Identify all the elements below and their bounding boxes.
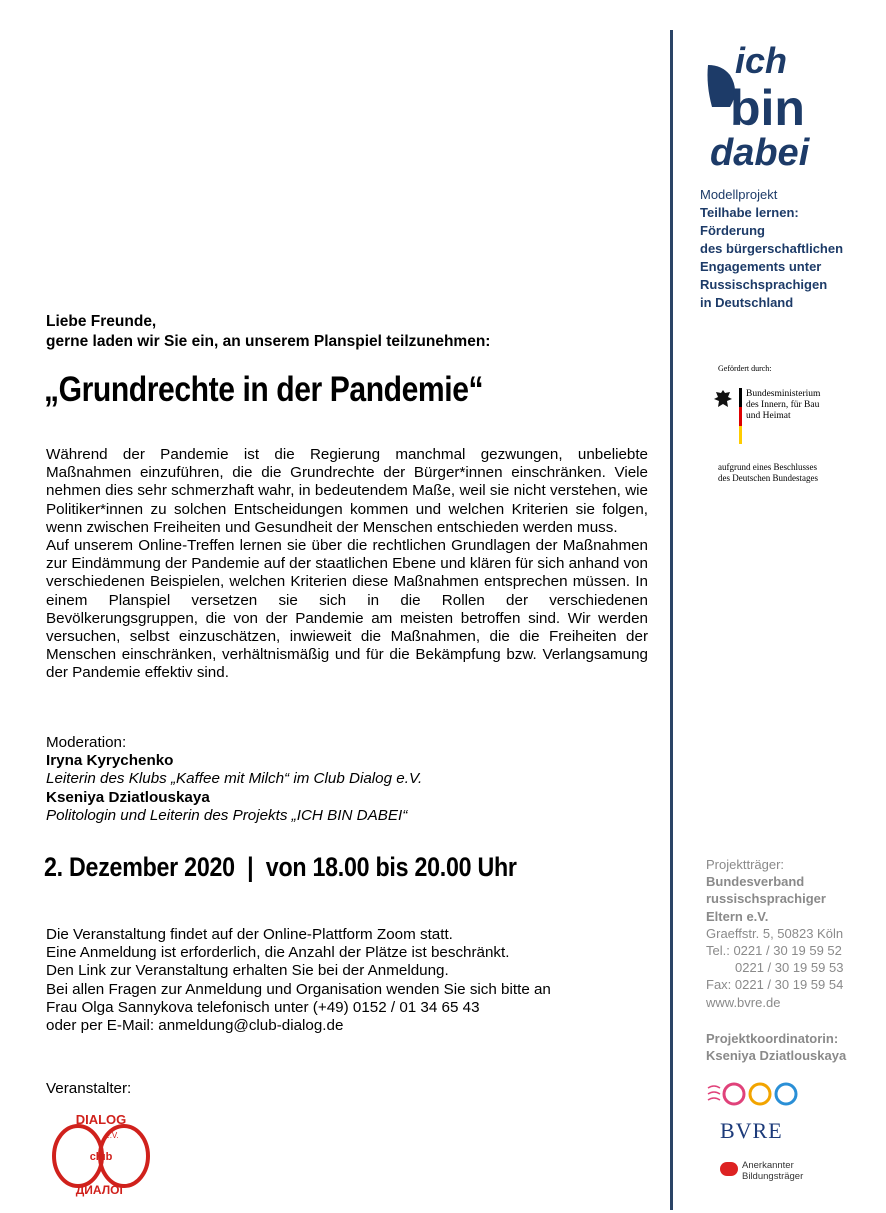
organizer-label: Veranstalter: <box>46 1080 132 1097</box>
project-title-line-4: Engagements unter <box>700 259 822 274</box>
greeting-line-1: Liebe Freunde, <box>46 313 157 330</box>
sponsor-address: Graeffstr. 5, 50823 Köln <box>706 925 844 941</box>
project-title-line-3: des bürgerschaftlichen <box>700 241 844 256</box>
logo-bin: bin <box>730 80 805 136</box>
project-label: Modellprojekt <box>700 187 778 202</box>
info-line-1: Die Veranstaltung findet auf der Online-Plattform Zoom statt. <box>46 926 453 943</box>
body-text <box>46 446 648 683</box>
sponsor-label: Projektträger: <box>706 857 785 872</box>
event-date: 2. Dezember 2020 | von 18.00 bis 20.00 Uhr <box>44 852 517 882</box>
moderator-1-name: Iryna Kyrychenko <box>46 752 174 770</box>
coordinator-info <box>706 1030 846 1064</box>
resolution-line-1: aufgrund eines Beschlusses <box>718 462 817 472</box>
vertical-divider <box>670 30 673 1210</box>
project-title-line-2: Förderung <box>700 223 765 238</box>
bildung-icon <box>720 1162 738 1176</box>
moderator-2-name: Kseniya Dziatlouskaya <box>46 788 210 806</box>
sponsor-info <box>706 856 876 1011</box>
event-info <box>46 926 551 1035</box>
sponsor-tel-2: 0221 / 30 19 59 53 <box>735 960 844 976</box>
info-line-5: Frau Olga Sannykova telefonisch unter (+49) 0152 / 01 34 65 43 <box>46 998 480 1016</box>
bildung-text <box>742 1160 803 1182</box>
sponsor-name-line-3: Eltern e.V. <box>706 908 769 924</box>
project-title-line-5: Russischsprachigen <box>700 277 828 292</box>
logo-ich: ich <box>735 40 788 81</box>
club-logo-top: DIALOG <box>75 1112 127 1127</box>
bildung-line-1: Anerkannter <box>742 1160 794 1171</box>
sponsor-fax: Fax: 0221 / 30 19 59 54 <box>706 977 844 993</box>
greeting-line-2: gerne laden wir Sie ein, an unserem Planspiel teilzunehmen: <box>46 333 491 350</box>
sponsor-name-line-2: russischsprachiger <box>706 891 826 907</box>
moderation-label: Moderation: <box>46 734 127 751</box>
ministry-line-3: und Heimat <box>746 411 791 421</box>
moderation <box>46 734 422 825</box>
body-paragraph-1: Während der Pandemie ist die Regierung manchmal gezwungen, unbeliebte Maßnahmen einzuführen, die die Grundrechte der Bürger*innen einschränken. Viele nehmen dies sehr schmerzhaft wahr, in bedeutendem Maße, weil sie nicht verstehen, wie Politiker*innen zu solchen Entscheidungen kommen und welchen Kriterien sie folgen, wenn zwischen Freiheiten und Gesundheit der Menschen entschieden werden muss. <box>46 446 648 536</box>
ich-bin-dabei-logo <box>700 35 850 175</box>
project-description <box>700 186 870 312</box>
resolution-text <box>718 462 818 484</box>
ministry-line-2: des Innern, für Bau <box>746 400 820 410</box>
federal-eagle-icon <box>712 388 734 412</box>
project-title-line-1: Teilhabe lernen: <box>700 205 799 220</box>
moderator-2-role: Politologin und Leiterin des Projekts „ICH BIN DABEI“ <box>46 806 408 824</box>
club-logo-ev: e.V. <box>105 1131 119 1140</box>
body-paragraph-2: Auf unserem Online-Treffen lernen sie über die rechtlichen Grundlagen der Maßnahmen zur Eindämmung der Pandemie auf der staatlichen Ebene und klären für sich anhand von verschiedenen Beispielen, welchen Kriterien diese Maßnahmen entsprechen müssen. In einem Planspiel versetzen sie sich in die Rollen der verschiedenen Bevölkerungsgruppen, die von der Pandemie am meisten betroffen sind. Wir werden versuchen, selbst einzuschätzen, inwieweit die Maßnahmen, die die Freiheiten der Menschen einschränken, verhältnismäßig und für die Bekämpfung bzw. Verlangsamung der Pandemie effektiv sind. <box>46 537 648 682</box>
logo-dabei: dabei <box>710 132 810 174</box>
funding-label: Gefördert durch: <box>718 364 772 373</box>
german-flag-bar <box>739 388 742 444</box>
coordinator-name: Kseniya Dziatlouskaya <box>706 1048 847 1063</box>
coordinator-label: Projektkoordinatorin: <box>706 1031 839 1046</box>
bvre-wordmark: BVRE <box>720 1118 783 1143</box>
greeting <box>46 312 490 352</box>
ministry-line-1: Bundesministerium <box>746 389 821 399</box>
info-line-6: oder per E-Mail: anmeldung@club-dialog.de <box>46 1017 344 1035</box>
project-title-line-6: in Deutschland <box>700 295 794 310</box>
bildung-line-2: Bildungsträger <box>742 1171 804 1182</box>
sponsor-name-line-1: Bundesverband <box>706 874 805 890</box>
info-line-4: Bei allen Fragen zur Anmeldung und Organisation wenden Sie sich bitte an <box>46 980 551 998</box>
resolution-line-2: des Deutschen Bundestages <box>718 473 818 483</box>
info-line-3: Den Link zur Veranstaltung erhalten Sie bei der Anmeldung. <box>46 962 449 980</box>
moderator-1-role: Leiterin des Klubs „Kaffee mit Milch“ im Club Dialog e.V. <box>46 770 423 788</box>
info-line-2: Eine Anmeldung ist erforderlich, die Anzahl der Plätze ist beschränkt. <box>46 944 510 962</box>
club-logo-mid: club <box>89 1151 113 1163</box>
sponsor-web[interactable]: www.bvre.de <box>706 994 781 1010</box>
sponsor-tel-1: Tel.: 0221 / 30 19 59 52 <box>706 943 842 959</box>
ministry-name <box>746 389 820 422</box>
headline: „Grundrechte in der Pandemie“ <box>44 370 484 409</box>
club-dialog-logo <box>46 1110 156 1198</box>
club-logo-bottom: ДИАЛОГ <box>75 1183 127 1197</box>
